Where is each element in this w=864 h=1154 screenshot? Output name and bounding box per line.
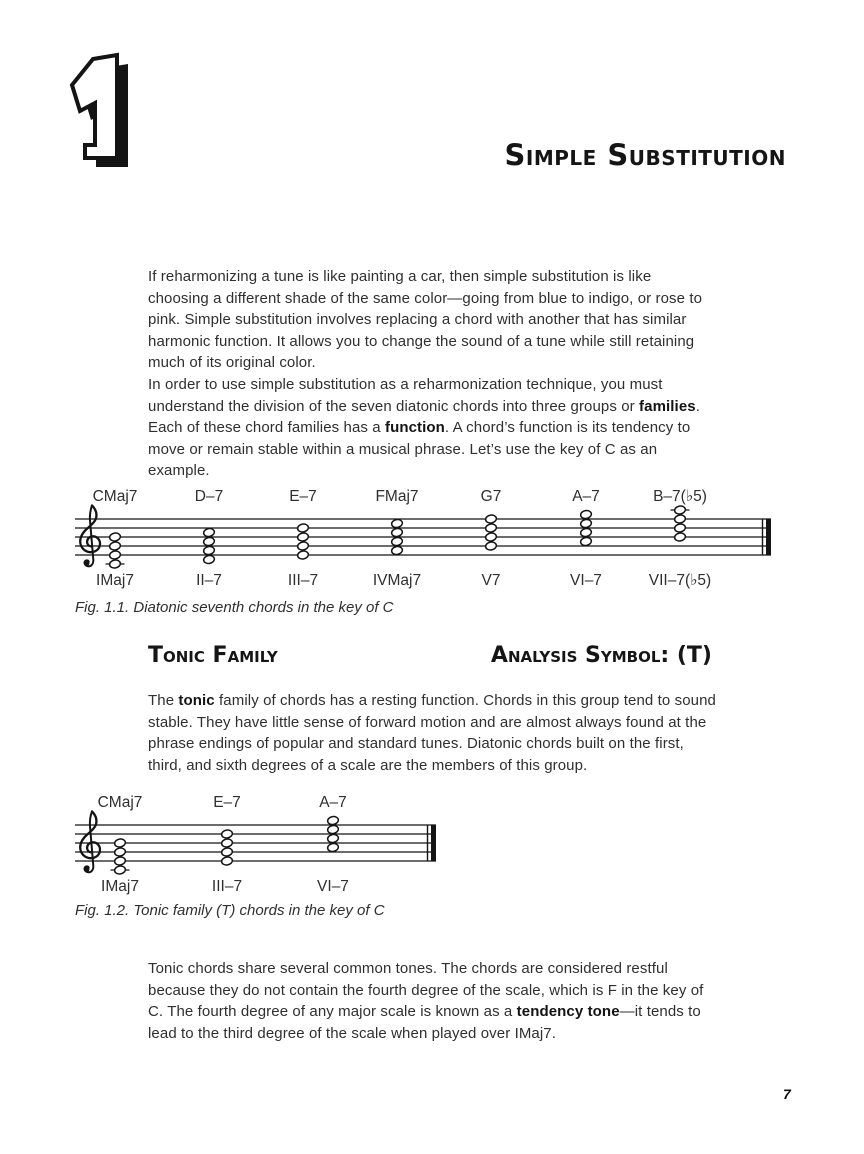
emphasized-term: function xyxy=(384,419,445,437)
notehead xyxy=(485,523,497,533)
notehead xyxy=(327,834,339,844)
chord-symbol: FMaj7 xyxy=(375,488,419,505)
roman-numeral: II–7 xyxy=(196,572,222,589)
paragraph-intro-1 xyxy=(148,266,716,374)
notehead xyxy=(391,528,403,538)
text-run: Tonic chords share several common tones. The chords are considered restful because they do not contain the fourth degree of the scale, which is F in the key of C. The fourth degree of any major scale is known as a xyxy=(148,960,704,1021)
roman-numeral: III–7 xyxy=(287,572,319,589)
text-run: family of chords has a resting function. Chords in this group tend to sound stable. They have little sense of forward motion and are almost always found at the phrase endings of popular and standard tunes. Diatonic chords built on the first, third, and sixth degrees of a scale are the members of this group. xyxy=(148,692,716,774)
notehead xyxy=(297,541,309,551)
chapter-number-graphic xyxy=(55,45,195,195)
roman-numeral: IMaj7 xyxy=(96,572,134,589)
text-run: . Each of these chord families has a xyxy=(148,397,700,437)
section-heading-tonic-family: Tonic Family xyxy=(148,643,278,668)
chord-symbol: A–7 xyxy=(319,794,347,811)
notehead xyxy=(114,838,126,848)
treble-clef-icon xyxy=(80,812,100,873)
text-run: If reharmonizing a tune is like painting a car, then simple substitution is like choosing a different shade of the same color—going from blue to indigo, or rose to pink. Simple substitution involves replacing a chord with another that has similar harmonic function. It allows you to change the sound of a tune while still retaining much of its original color. xyxy=(148,268,703,372)
paragraph-tonic-1 xyxy=(148,690,716,776)
paragraph-intro-2 xyxy=(148,374,716,482)
figure-1-1-caption: Fig. 1.1. Diatonic seventh chords in the key of C xyxy=(75,599,394,616)
chapter-number-front xyxy=(72,55,117,158)
analysis-symbol-label: Analysis Symbol: (T) xyxy=(490,643,712,668)
notehead xyxy=(203,537,215,547)
emphasized-term: tonic xyxy=(178,692,215,709)
clef-stem xyxy=(85,812,94,873)
notehead xyxy=(114,847,126,857)
page-title: Simple Substitution xyxy=(504,138,786,172)
notehead xyxy=(580,510,592,520)
roman-numeral: IVMaj7 xyxy=(372,572,422,589)
figure-1-2 xyxy=(70,789,450,906)
chord-symbol: B–7(♭5) xyxy=(653,488,707,505)
text-run: . A chord’s function is its tendency to move or remain stable within a musical phrase. Let’s use the key of C as an example. xyxy=(148,419,691,480)
notehead xyxy=(327,825,339,835)
roman-numeral: VI–7 xyxy=(570,572,602,589)
notehead xyxy=(485,541,497,551)
notehead xyxy=(221,856,233,866)
roman-numeral: IMaj7 xyxy=(101,878,139,895)
notehead xyxy=(485,532,497,542)
notehead xyxy=(327,816,339,826)
emphasized-term: tendency tone xyxy=(516,1003,620,1021)
final-barline-thick xyxy=(431,825,436,861)
notehead xyxy=(221,847,233,857)
clef-ball xyxy=(85,867,90,872)
notehead xyxy=(674,532,686,542)
notehead xyxy=(109,532,121,542)
notehead xyxy=(674,505,686,515)
figure-1-1 xyxy=(70,483,780,600)
notehead xyxy=(114,856,126,866)
figure-1-2-caption: Fig. 1.2. Tonic family (T) chords in the key of C xyxy=(75,902,385,919)
notehead xyxy=(391,546,403,556)
chord-symbol: CMaj7 xyxy=(97,794,143,811)
chord-symbol: CMaj7 xyxy=(92,488,138,505)
notehead xyxy=(109,559,121,569)
notehead xyxy=(203,528,215,538)
notehead xyxy=(297,550,309,560)
text-run: The xyxy=(148,692,179,709)
notehead xyxy=(114,865,126,875)
roman-numeral: V7 xyxy=(481,572,501,589)
notehead xyxy=(391,537,403,547)
clef-ball xyxy=(85,561,90,566)
emphasized-term: families xyxy=(639,397,696,415)
notehead xyxy=(297,523,309,533)
notehead xyxy=(580,537,592,547)
notehead xyxy=(109,541,121,551)
notation-staff xyxy=(70,483,780,595)
page-number: 7 xyxy=(783,1086,791,1102)
notehead xyxy=(109,550,121,560)
notehead xyxy=(580,528,592,538)
notation-staff xyxy=(70,789,450,901)
notehead xyxy=(391,519,403,529)
notehead xyxy=(580,519,592,529)
notehead xyxy=(221,829,233,839)
notehead xyxy=(203,546,215,556)
chord-symbol: E–7 xyxy=(213,794,241,811)
notehead xyxy=(203,555,215,565)
chord-symbol: E–7 xyxy=(289,488,317,505)
chord-symbol: G7 xyxy=(480,488,502,505)
text-run: —it tends to lead to the third degree of the scale when played over IMaj7. xyxy=(148,1003,701,1042)
section-heading-row xyxy=(148,643,712,668)
notehead xyxy=(674,514,686,524)
chord-symbol: D–7 xyxy=(194,488,224,505)
notehead xyxy=(485,514,497,524)
notehead xyxy=(327,843,339,853)
clef-stem xyxy=(85,506,94,567)
chapter-number-icon xyxy=(72,55,128,167)
paragraph-tonic-2 xyxy=(148,958,716,1044)
roman-numeral: VI–7 xyxy=(317,878,349,895)
notehead xyxy=(674,523,686,533)
roman-numeral: VII–7(♭5) xyxy=(648,572,712,589)
treble-clef-icon xyxy=(80,506,100,567)
notehead xyxy=(297,532,309,542)
final-barline-thick xyxy=(766,519,771,555)
roman-numeral: III–7 xyxy=(211,878,243,895)
text-run: In order to use simple substitution as a reharmonization technique, you must understand the division of the seven diatonic chords into three groups or xyxy=(148,376,663,415)
notehead xyxy=(221,838,233,848)
chord-symbol: A–7 xyxy=(572,488,600,505)
